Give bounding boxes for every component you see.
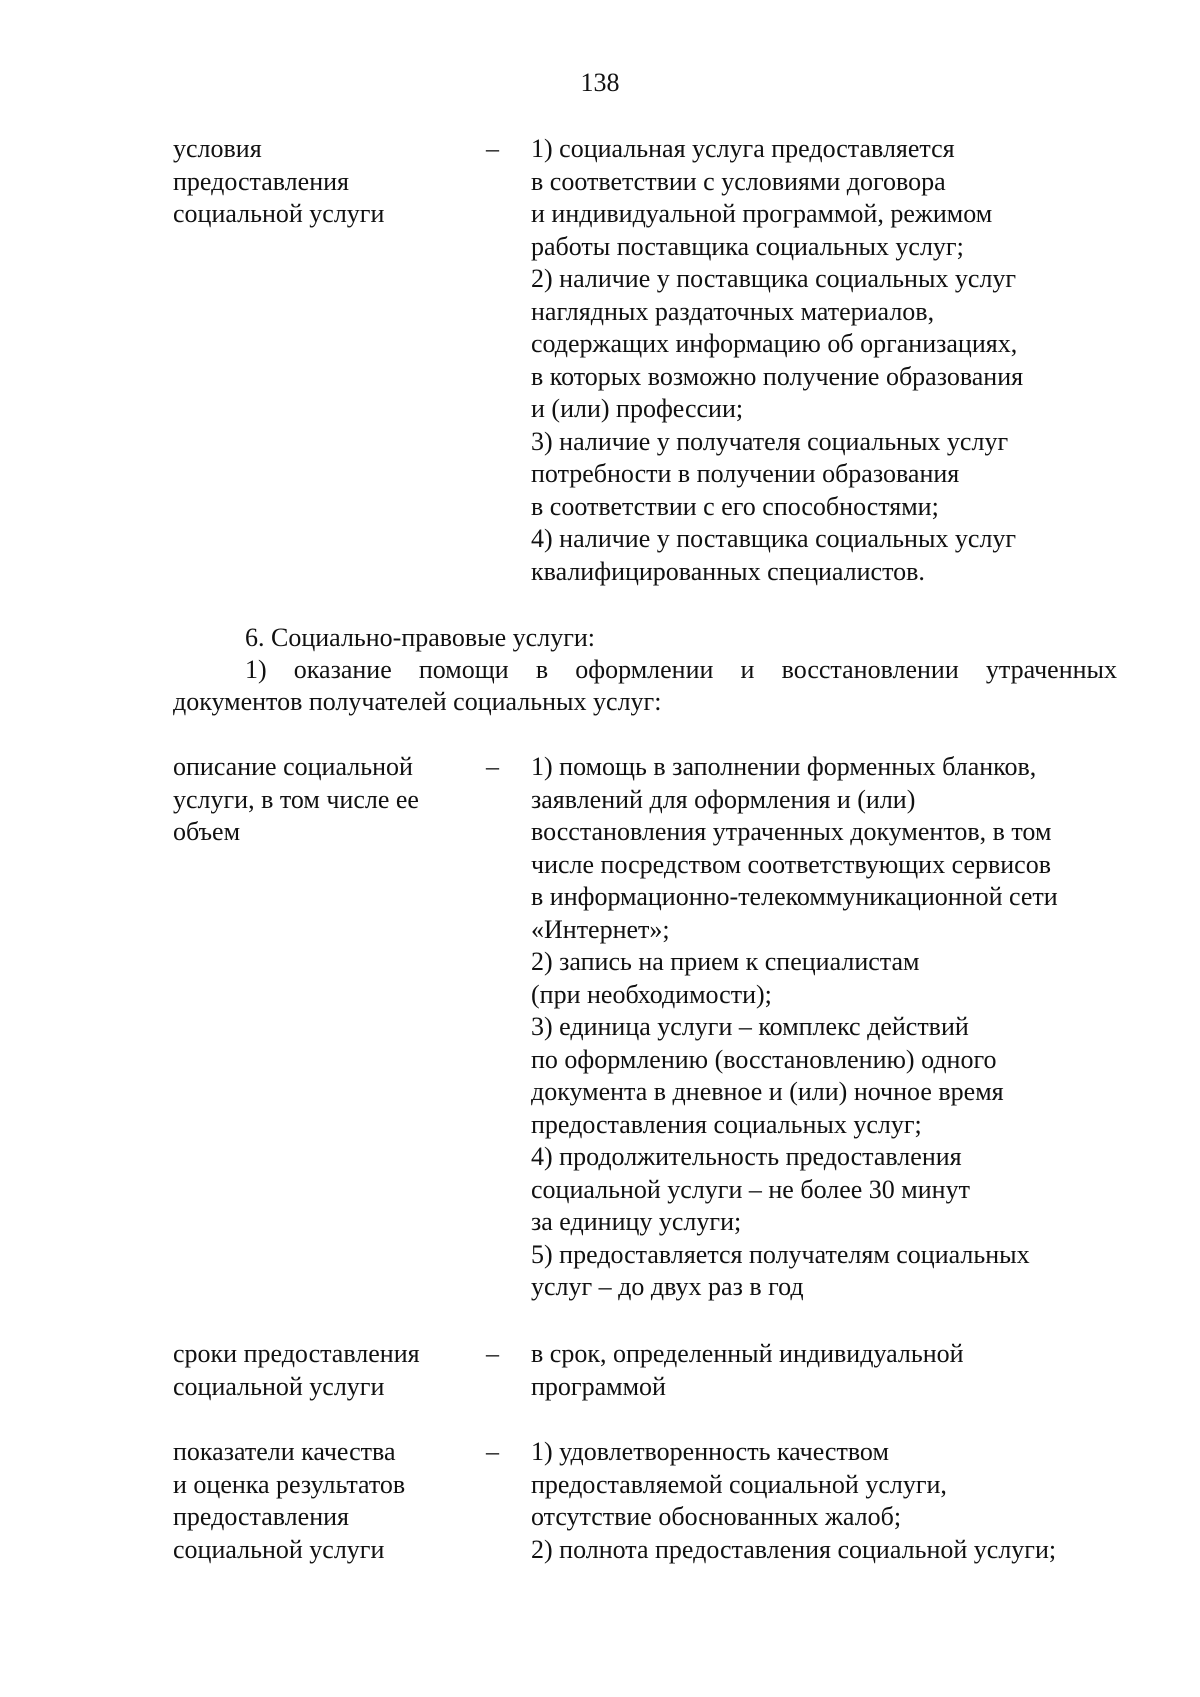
desc-quality-indicators	[531, 1436, 1131, 1566]
term-line: услуги, в том числе ее	[173, 784, 419, 814]
term-service-conditions	[173, 133, 473, 231]
subsection-line: 1) оказание помощи в оформлении и восстановлении утраченных	[245, 655, 1117, 684]
dash-separator: –	[486, 134, 499, 163]
term-line: и оценка результатов	[173, 1469, 406, 1499]
desc-line: за единицу услуги;	[531, 1207, 742, 1236]
desc-line: 2) запись на прием к специалистам	[531, 947, 920, 976]
desc-line: 1) социальная услуга предоставляется	[531, 134, 955, 163]
desc-line: и индивидуальной программой, режимом	[531, 199, 993, 228]
section-heading: 6. Социально-правовые услуги:	[245, 623, 595, 652]
term-service-terms	[173, 1338, 473, 1403]
desc-line: в информационно-телекоммуникационной сети	[531, 882, 1058, 911]
desc-line: 2) полнота предоставления социальной услуги;	[531, 1534, 1057, 1564]
desc-line: услуг – до двух раз в год	[531, 1272, 804, 1301]
subsection-heading	[173, 654, 1117, 718]
desc-line: содержащих информацию об организациях,	[531, 329, 1018, 358]
dash-separator: –	[486, 1437, 499, 1466]
term-line: социальной услуги	[173, 1534, 385, 1564]
term-quality-indicators	[173, 1436, 473, 1566]
desc-line: в срок, определенный индивидуальной	[531, 1339, 964, 1368]
dash-separator: –	[486, 1339, 499, 1368]
desc-service-description	[531, 751, 1131, 1304]
desc-line: в которых возможно получение образования	[531, 361, 1024, 391]
desc-line: заявлений для оформления и (или)	[531, 784, 916, 814]
desc-line: числе посредством соответствующих сервисов	[531, 849, 1051, 879]
desc-line: 4) наличие у поставщика социальных услуг	[531, 524, 1017, 553]
dash-separator: –	[486, 752, 499, 781]
term-line: показатели качества	[173, 1437, 396, 1466]
term-line: сроки предоставления	[173, 1339, 420, 1368]
term-line: социальной услуги	[173, 199, 385, 228]
desc-line: предоставляемой социальной услуги,	[531, 1469, 947, 1499]
desc-line: 3) наличие у получателя социальных услуг	[531, 426, 1009, 456]
desc-line: 5) предоставляется получателям социальных	[531, 1239, 1030, 1269]
desc-line: наглядных раздаточных материалов,	[531, 296, 935, 326]
desc-line: 4) продолжительность предоставления	[531, 1142, 962, 1171]
desc-line: восстановления утраченных документов, в том	[531, 817, 1052, 846]
desc-line: документа в дневное и (или) ночное время	[531, 1077, 1004, 1106]
desc-line: 1) помощь в заполнении форменных бланков,	[531, 752, 1037, 781]
term-line: социальной услуги	[173, 1371, 385, 1401]
desc-line: по оформлению (восстановлению) одного	[531, 1044, 997, 1074]
term-line: предоставления	[173, 166, 349, 196]
desc-line: работы поставщика социальных услуг;	[531, 231, 964, 261]
term-line: условия	[173, 134, 262, 163]
desc-line: программой	[531, 1371, 666, 1401]
desc-service-terms	[531, 1338, 1131, 1403]
term-line: объем	[173, 817, 241, 846]
desc-line: потребности в получении образования	[531, 459, 960, 488]
desc-line: (при необходимости);	[531, 979, 772, 1009]
desc-line: предоставления социальных услуг;	[531, 1109, 922, 1139]
desc-line: 2) наличие у поставщика социальных услуг	[531, 264, 1017, 293]
subsection-line: документов получателей социальных услуг:	[173, 687, 662, 716]
term-line: описание социальной	[173, 752, 413, 781]
desc-line: социальной услуги – не более 30 минут	[531, 1174, 970, 1204]
desc-line: и (или) профессии;	[531, 394, 744, 423]
term-service-description	[173, 751, 473, 849]
desc-line: «Интернет»;	[531, 914, 670, 944]
desc-line: в соответствии с его способностями;	[531, 491, 939, 521]
desc-line: квалифицированных специалистов.	[531, 556, 925, 586]
desc-line: в соответствии с условиями договора	[531, 166, 946, 196]
page-number: 138	[580, 68, 620, 97]
desc-line: отсутствие обоснованных жалоб;	[531, 1502, 902, 1531]
term-line: предоставления	[173, 1502, 349, 1531]
desc-line: 3) единица услуги – комплекс действий	[531, 1012, 969, 1041]
desc-service-conditions	[531, 133, 1131, 588]
desc-line: 1) удовлетворенность качеством	[531, 1437, 889, 1466]
